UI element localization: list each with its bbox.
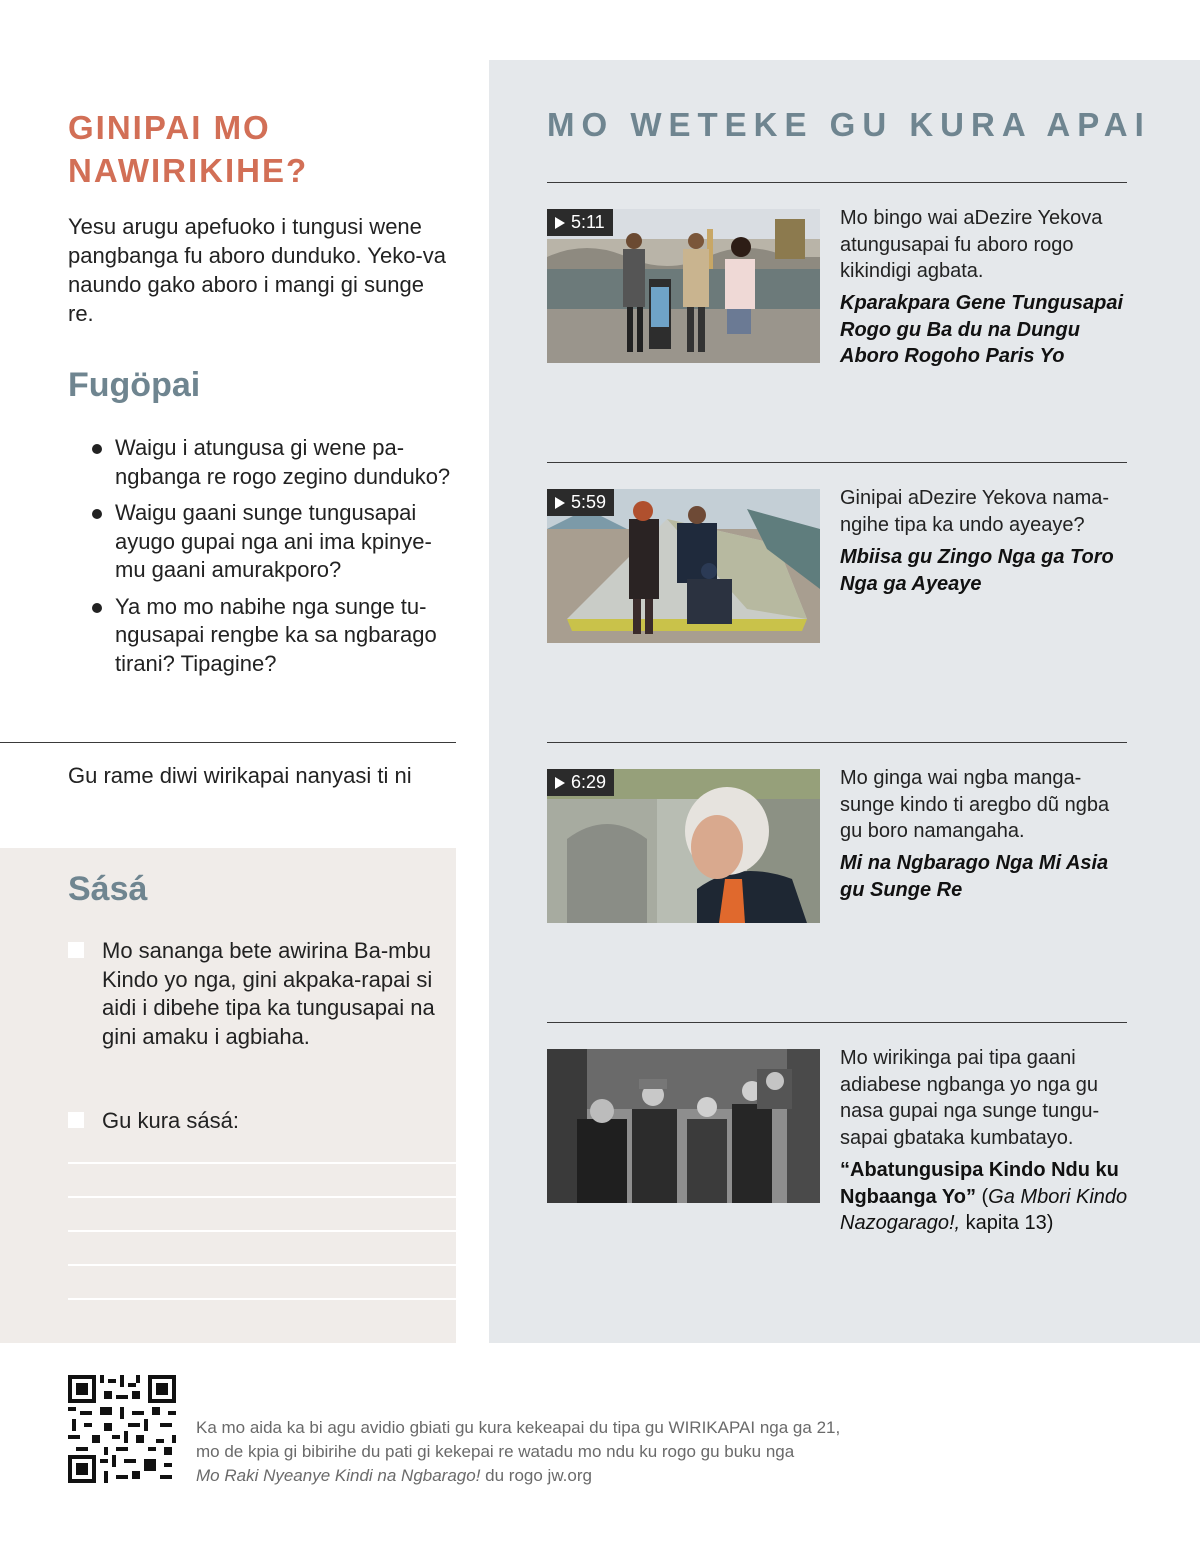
checkbox[interactable] <box>68 1112 84 1128</box>
question-item <box>92 434 454 491</box>
entry-reference-link[interactable]: “Abatungusipa Kindo Ndu ku Ngbaanga Yo” (Ga Mbori Kindo Nazogarago!, kapita 13) <box>840 1159 1128 1234</box>
entry-description: Mo ginga wai ngba manga-sunge kindo ti aregbo dũ ngba gu boro namangaha. <box>840 767 1110 842</box>
play-icon <box>555 497 565 509</box>
writing-line <box>68 1196 456 1198</box>
entry-description: Mo bingo wai aDezire Yekova atungusapai fu aboro rogo kikindigi agbata. <box>840 207 1103 282</box>
question-item <box>92 499 454 585</box>
resources-heading: MO WETEKE GU KURA APAI <box>547 106 1151 143</box>
writing-line <box>68 1298 456 1300</box>
sasa-checklist-item <box>68 937 448 1051</box>
sasa-panel <box>0 848 456 1343</box>
sasa-heading: Sásá <box>68 870 148 908</box>
section-title: GINIPAI MO NAWIRIKIHE? <box>68 109 309 189</box>
question-text: Waigu i atungusa gi wene pa-ngbanga re rogo zegino dunduko? <box>115 435 451 489</box>
sasa-checklist-item <box>68 1107 448 1136</box>
bullet-icon <box>92 603 102 613</box>
note-text: Gu rame diwi wirikapai nanyasi ti ni <box>68 763 412 788</box>
video-duration-badge: 5:11 <box>547 209 613 236</box>
historical-group-photo <box>547 1049 820 1203</box>
sasa-item-text: Mo sananga bete awirina Ba-mbu Kindo yo nga, gini akpaka-rapai si aidi i dibehe tipa ka tungusapai na gini amaku i agbiaha. <box>102 938 435 1049</box>
video-duration-badge: 6:29 <box>547 769 614 796</box>
qr-code[interactable] <box>68 1375 176 1483</box>
sasa-item-text: Gu kura sásá: <box>102 1108 239 1133</box>
footer-note: Ka mo aida ka bi agu avidio gbiati gu kura kekeapai du tipa gu WIRIKAPAI nga ga 21, mo de kpia gi bibirihe du pati gi kekepai re watadu mo ndu ku rogo gu buku nga Mo Raki Nyeanye Kindi na Ngbarago! du rogo jw.org <box>196 1418 841 1485</box>
video-duration-badge: 5:59 <box>547 489 614 516</box>
writing-line <box>68 1162 456 1164</box>
checkbox[interactable] <box>68 942 84 958</box>
writing-line <box>68 1230 456 1232</box>
question-text: Ya mo mo nabihe nga sunge tu-ngusapai rengbe ka sa ngbarago tirani? Tipagine? <box>115 593 437 676</box>
questions-heading: Fugöpai <box>68 366 201 404</box>
divider <box>0 742 456 743</box>
entry-reference-link[interactable]: Kparakpara Gene Tungusapai Rogo gu Ba du na Dungu Aboro Rogoho Paris Yo <box>840 292 1124 367</box>
question-text: Waigu gaani sunge tungusapai ayugo gupai nga ani ima kpinye-mu gaani amurakporo? <box>115 500 432 582</box>
question-item <box>92 593 454 679</box>
qr-code-icon <box>68 1375 176 1483</box>
entry-reference-link[interactable]: Mi na Ngbarago Nga Mi Asia gu Sunge Re <box>840 852 1109 901</box>
entry-description: Ginipai aDezire Yekova nama-ngihe tipa ka undo ayeaye? <box>840 487 1110 536</box>
entry-divider <box>547 1022 1127 1023</box>
entry-reference-link[interactable]: Mbiisa gu Zingo Nga ga Toro Nga ga Ayeaye <box>840 546 1114 595</box>
questions-list <box>92 434 454 686</box>
entry-description: Mo wirikinga pai tipa gaani adiabese ngbanga yo nga gu nasa gupai nga sunge tungu-sapai gbataka kumbatayo. <box>840 1047 1100 1149</box>
entry-divider <box>547 462 1127 463</box>
play-icon <box>555 777 565 789</box>
entry-divider <box>547 742 1127 743</box>
writing-line <box>68 1264 456 1266</box>
video-thumbnail-tents[interactable] <box>547 489 820 643</box>
bullet-icon <box>92 509 102 519</box>
intro-paragraph: Yesu arugu apefuoko i tungusi wene pangbanga fu aboro dunduko. Yeko-va naundo gako aboro i mangi gi sunge re. <box>68 214 446 326</box>
play-icon <box>555 217 565 229</box>
historical-photo <box>547 1049 820 1203</box>
video-thumbnail-paris[interactable] <box>547 209 820 363</box>
bullet-icon <box>92 444 102 454</box>
entry-divider <box>547 182 1127 183</box>
video-thumbnail-elderly-woman[interactable] <box>547 769 820 923</box>
